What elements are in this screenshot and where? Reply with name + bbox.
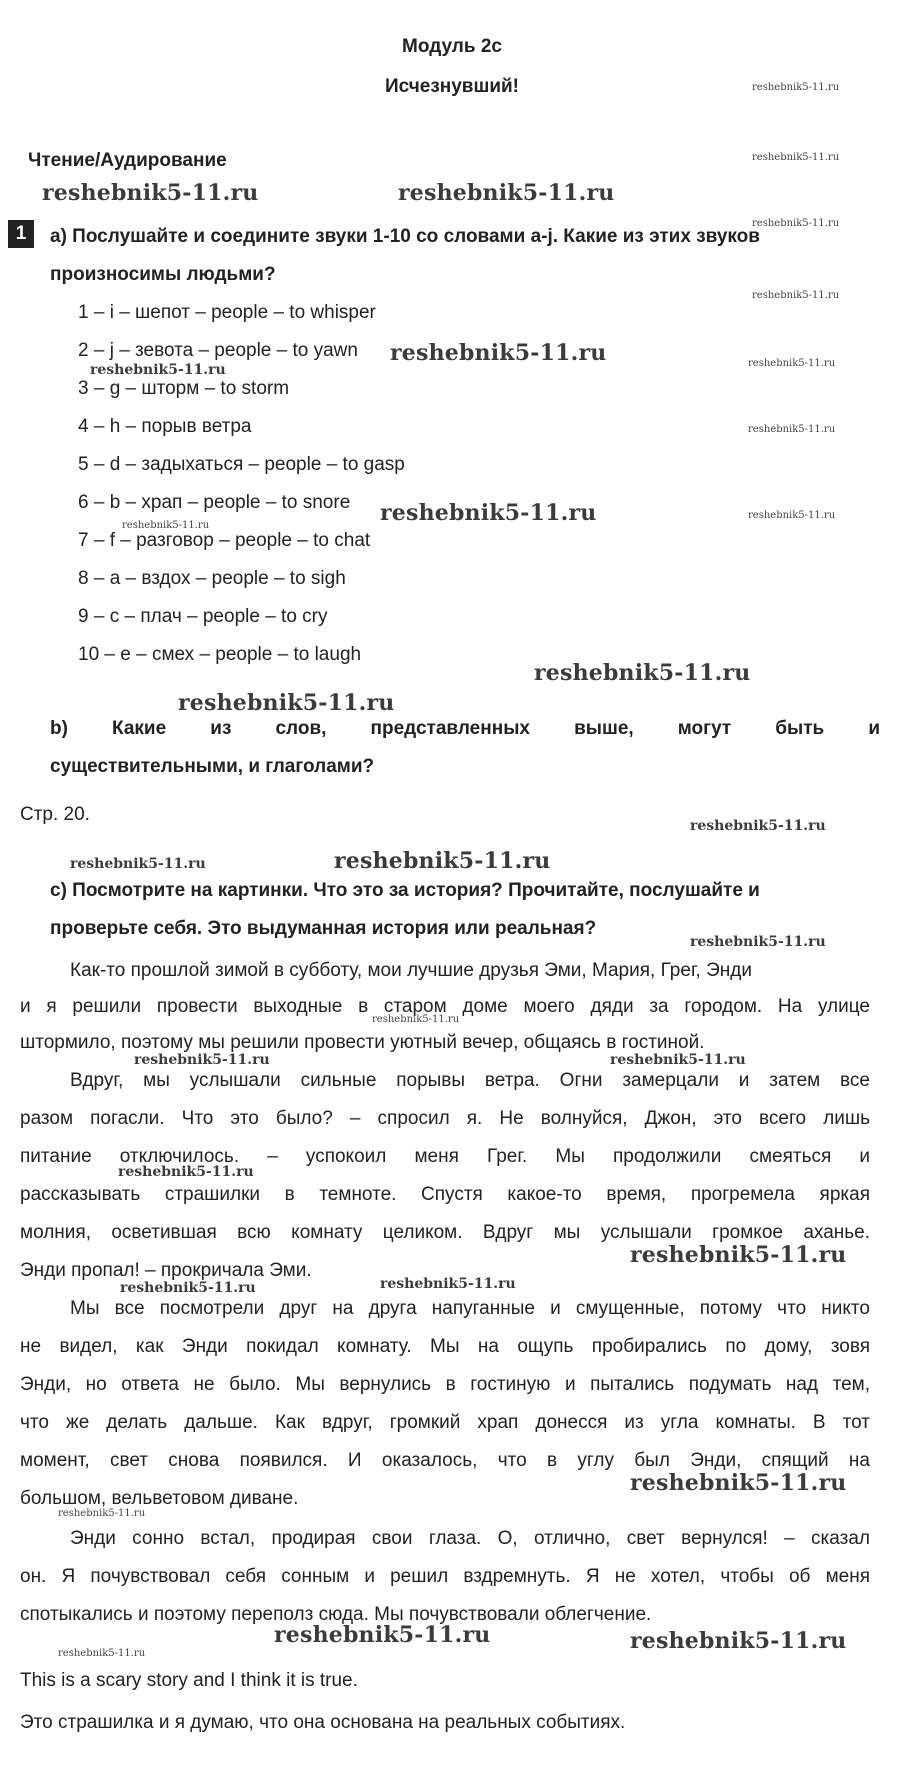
watermark: reshebnik5-11.ru	[334, 848, 551, 874]
story-line: Мы все посмотрели друг на друга напуганные и смущенные, потому что никто	[70, 1298, 870, 1319]
exercise-b-line1: b) Какие из слов, представленных выше, могут быть и	[50, 718, 880, 739]
list-item: 4 – h – порыв ветра	[78, 416, 252, 437]
watermark: reshebnik5-11.ru	[752, 82, 840, 93]
watermark: reshebnik5-11.ru	[58, 1648, 146, 1659]
list-item: 3 – g – шторм – to storm	[78, 378, 290, 399]
answer-english: This is a scary story and I think it is true.	[20, 1670, 358, 1691]
list-item: 2 – j – зевота – people – to yawn	[78, 340, 358, 361]
story-line: Энди сонно встал, продирая свои глаза. О, отлично, свет вернулся! – сказал	[70, 1528, 870, 1549]
story-line: рассказывать страшилки в темноте. Спустя какое-то время, прогремела яркая	[20, 1184, 870, 1205]
story-line: момент, свет снова появился. И оказалось, что в углу был Энди, спящий на	[20, 1450, 870, 1471]
list-item: 7 – f – разговор – people – to chat	[78, 530, 371, 551]
exercise-number-badge: 1	[8, 220, 34, 248]
list-item: 6 – b – храп – people – to snore	[78, 492, 351, 513]
watermark: reshebnik5-11.ru	[690, 818, 826, 834]
list-item: 9 – c – плач – people – to cry	[78, 606, 328, 627]
watermark: reshebnik5-11.ru	[748, 510, 836, 521]
watermark: reshebnik5-11.ru	[90, 362, 226, 378]
section-heading: Чтение/Аудирование	[28, 150, 227, 171]
exercise-c-line1: c) Посмотрите на картинки. Что это за история? Прочитайте, послушайте и	[50, 880, 760, 901]
watermark: reshebnik5-11.ru	[752, 218, 840, 229]
page-title: Исчезнувший!	[384, 76, 520, 97]
watermark: reshebnik5-11.ru	[120, 1280, 256, 1296]
list-item: 10 – e – смех – people – to laugh	[78, 644, 362, 665]
watermark: reshebnik5-11.ru	[42, 180, 259, 206]
watermark: reshebnik5-11.ru	[122, 520, 210, 531]
watermark: reshebnik5-11.ru	[752, 152, 840, 163]
list-item: 1 – i – шепот – people – to whisper	[78, 302, 376, 323]
story-line: и я решили провести выходные в старом доме моего дяди за городом. На улице	[20, 996, 870, 1017]
page-reference: Стр. 20.	[20, 804, 90, 825]
watermark: reshebnik5-11.ru	[70, 856, 206, 872]
watermark: reshebnik5-11.ru	[630, 1242, 847, 1268]
exercise-a-line2: произносимы людьми?	[50, 264, 276, 285]
watermark: reshebnik5-11.ru	[134, 1052, 270, 1068]
exercise-a-line1: a) Послушайте и соедините звуки 1-10 со словами a-j. Какие из этих звуков	[50, 226, 760, 247]
list-item: 8 – a – вздох – people – to sigh	[78, 568, 346, 589]
story-line: что же делать дальше. Как вдруг, громкий храп донесся из угла комнаты. В тот	[20, 1412, 870, 1433]
exercise-c-line2: проверьте себя. Это выдуманная история или реальная?	[50, 918, 597, 939]
watermark: reshebnik5-11.ru	[610, 1052, 746, 1068]
watermark: reshebnik5-11.ru	[380, 500, 597, 526]
story-line: питание отключилось. – успокоил меня Грег. Мы продолжили смеяться и	[20, 1146, 870, 1167]
watermark: reshebnik5-11.ru	[390, 340, 607, 366]
watermark: reshebnik5-11.ru	[58, 1508, 146, 1519]
story-line: молния, осветившая всю комнату целиком. Вдруг мы услышали громкое аханье.	[20, 1222, 870, 1243]
watermark: reshebnik5-11.ru	[534, 660, 751, 686]
watermark: reshebnik5-11.ru	[690, 934, 826, 950]
story-line: Энди, но ответа не было. Мы вернулись в гостиную и пытались подумать над тем,	[20, 1374, 870, 1395]
story-line: разом погасли. Что это было? – спросил я. Не волнуйся, Джон, это всего лишь	[20, 1108, 870, 1129]
watermark: reshebnik5-11.ru	[380, 1276, 516, 1292]
story-line: не видел, как Энди покидал комнату. Мы на ощупь пробирались по дому, зовя	[20, 1336, 870, 1357]
watermark: reshebnik5-11.ru	[274, 1622, 491, 1648]
module-title: Модуль 2с	[402, 36, 502, 57]
story-line: Вдруг, мы услышали сильные порывы ветра. Огни замерцали и затем все	[70, 1070, 870, 1091]
list-item: 5 – d – задыхаться – people – to gasp	[78, 454, 405, 475]
watermark: reshebnik5-11.ru	[630, 1628, 847, 1654]
watermark: reshebnik5-11.ru	[748, 358, 836, 369]
watermark: reshebnik5-11.ru	[398, 180, 615, 206]
story-line: штормило, поэтому мы решили провести уютный вечер, общаясь в гостиной.	[20, 1032, 705, 1053]
watermark: reshebnik5-11.ru	[752, 290, 840, 301]
story-line: спотыкались и поэтому переполз сюда. Мы почувствовали облегчение.	[20, 1604, 652, 1625]
story-line: Как-то прошлой зимой в субботу, мои лучшие друзья Эми, Мария, Грег, Энди	[70, 960, 752, 981]
answer-russian: Это страшилка и я думаю, что она основана на реальных событиях.	[20, 1712, 626, 1733]
watermark: reshebnik5-11.ru	[748, 424, 836, 435]
story-line: Энди пропал! – прокричала Эми.	[20, 1260, 312, 1281]
watermark: reshebnik5-11.ru	[178, 690, 395, 716]
story-line: большом, вельветовом диване.	[20, 1488, 299, 1509]
story-line: он. Я почувствовал себя сонным и решил вздремнуть. Я не хотел, чтобы об меня	[20, 1566, 870, 1587]
watermark: reshebnik5-11.ru	[118, 1164, 254, 1180]
exercise-b-line2: существительными, и глаголами?	[50, 756, 375, 777]
watermark: reshebnik5-11.ru	[372, 1014, 460, 1025]
watermark: reshebnik5-11.ru	[630, 1470, 847, 1496]
